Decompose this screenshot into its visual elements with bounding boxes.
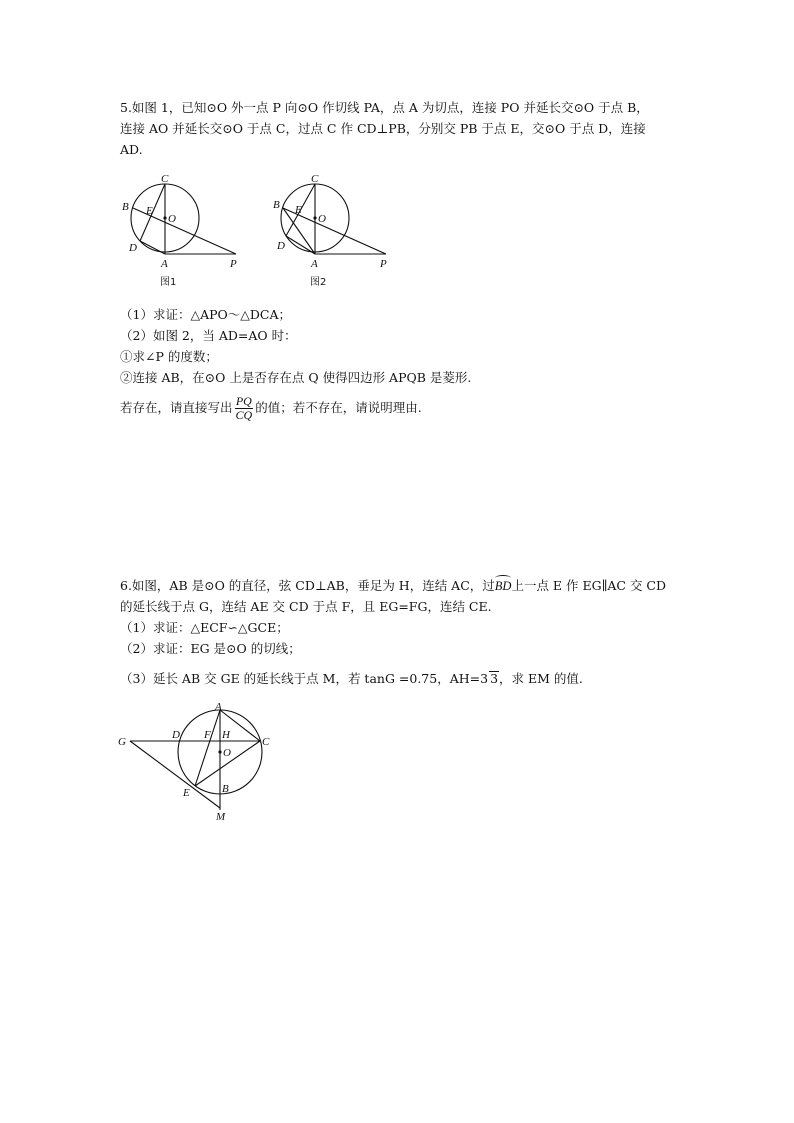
- q5-fraction: [235, 395, 254, 422]
- q5-part-2-1: ①求∠P 的度数；: [120, 349, 218, 364]
- fig2-label-a: A: [311, 258, 318, 270]
- fig1-caption: 图1: [160, 277, 177, 288]
- fig2-label-o: O: [318, 213, 326, 225]
- fig1-label-p: P: [230, 258, 237, 270]
- fig6-label-g: G: [118, 736, 126, 748]
- q6-part-3-suffix: ，求 EM 的值.: [499, 671, 583, 686]
- fig2-label-d: D: [277, 240, 285, 252]
- fig2-caption: 图2: [310, 277, 327, 288]
- q6-line-1: [120, 578, 666, 594]
- q6-line-1-prefix: 6.如图，AB 是⊙O 的直径，弦 CD⊥AB，垂足为 H，连结 AC，过: [120, 578, 495, 593]
- fig1-label-e: E: [146, 205, 153, 217]
- fig6-label-b: B: [222, 783, 229, 795]
- fig2-label-c: C: [311, 173, 319, 185]
- q5-figure-1: [110, 170, 260, 295]
- q6-line-2: 的延长线于点 G，连结 AE 交 CD 于点 F，且 EG=FG，连结 CE.: [120, 599, 492, 614]
- fig2-line-ad: [286, 236, 315, 254]
- fraction-denominator: CQ: [235, 408, 253, 422]
- fraction-numerator: PQ: [235, 394, 252, 408]
- fig1-label-a: A: [161, 258, 168, 270]
- fig6-line-ae: [195, 710, 220, 786]
- q5-part-2: （2）如图 2，当 AD=AO 时：: [120, 328, 297, 343]
- fig6-label-h: H: [222, 729, 230, 741]
- q5-last-suffix: 的值；若不存在，请说明理由.: [255, 400, 422, 415]
- q5-line-3: AD.: [120, 142, 143, 157]
- q6-part-2: （2）求证：EG 是⊙O 的切线；: [120, 641, 301, 656]
- q5-part-2-2: ②连接 AB，在⊙O 上是否存在点 Q 使得四边形 APQB 是菱形.: [120, 370, 472, 385]
- q6-figure: [110, 700, 290, 825]
- q5-figure-2: [260, 170, 410, 295]
- fig2-label-b: B: [273, 199, 280, 211]
- fig6-label-o: O: [223, 747, 231, 759]
- fig1-label-c: C: [161, 173, 169, 185]
- q5-part-1: （1）求证：△APO～△DCA；: [120, 307, 291, 322]
- fig2-label-e: E: [295, 204, 302, 216]
- q6-part-3-prefix: （3）延长 AB 交 GE 的延长线于点 M，若 tanG =0.75，AH=3: [120, 671, 489, 686]
- fig6-label-e: E: [183, 787, 190, 799]
- fig2-label-p: P: [380, 258, 387, 270]
- fig6-label-d: D: [172, 729, 180, 741]
- fig6-label-m: M: [216, 811, 226, 823]
- fig1-label-o: O: [168, 213, 176, 225]
- arc-bd: BD: [494, 579, 512, 593]
- q6-part-3: [120, 671, 583, 687]
- fig1-line-ad: [140, 241, 165, 254]
- fig6-label-c: C: [262, 736, 270, 748]
- q5-line-1: 5.如图 1，已知⊙O 外一点 P 向⊙O 作切线 PA，点 A 为切点，连接 PO 并延长交⊙O 于点 B，: [120, 100, 649, 115]
- q5-last-line: [120, 392, 422, 424]
- q5-line-2: 连接 AO 并延长交⊙O 于点 C，过点 C 作 CD⊥PB，分别交 PB 于点 E，交⊙O 于点 D，连接: [120, 121, 646, 136]
- q5-last-prefix: 若存在，请直接写出: [120, 400, 233, 415]
- fig6-label-f: F: [204, 729, 211, 741]
- fig1-label-d: D: [129, 242, 137, 254]
- fig6-label-a: A: [215, 701, 222, 713]
- q6-line-1-suffix: 上一点 E 作 EG∥AC 交 CD: [511, 578, 667, 593]
- q6-part-1: （1）求证：△ECF∽△GCE；: [120, 620, 289, 635]
- fig1-label-b: B: [122, 201, 129, 213]
- sqrt-radicand: 3: [490, 671, 499, 686]
